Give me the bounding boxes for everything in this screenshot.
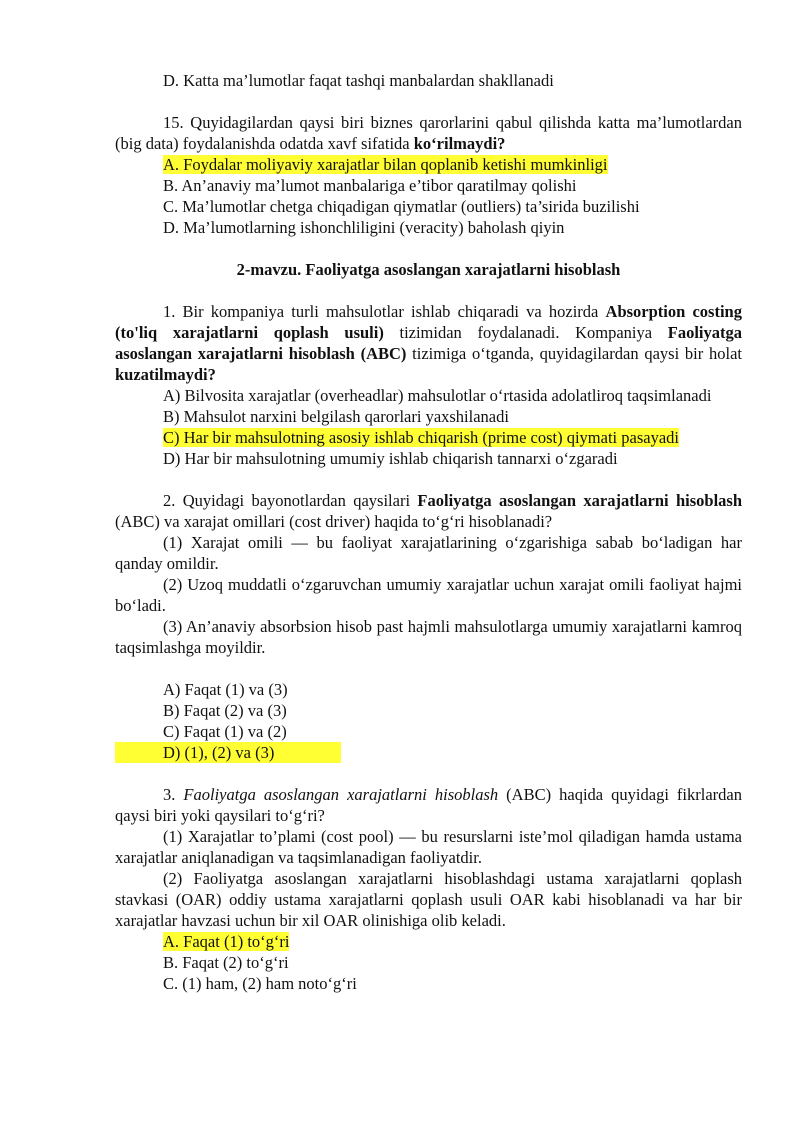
q15-option-d: D. Ma’lumotlarning ishonchliligini (veracity) baholash qiyin <box>163 218 565 237</box>
q1-option-a: A) Bilvosita xarajatlar (overheadlar) mahsulotlar o‘rtasida adolatliroq taqsimlanadi <box>163 386 712 405</box>
q1-option-c-text: C) Har bir mahsulotning asosiy ishlab chiqarish (prime cost) qiymati pasayadi <box>163 428 679 447</box>
q2-text-2: (ABC) va xarajat omillari (cost driver) haqida to‘g‘ri hisoblanadi? <box>115 512 553 531</box>
q3-italic: Faoliyatga asoslangan xarajatlarni hisoblash <box>183 785 499 804</box>
section-title: 2-mavzu. Faoliyatga asoslangan xarajatlarni hisoblash <box>236 260 621 279</box>
q15-option-a-text: A. Foydalar moliyaviy xarajatlar bilan qoplanib ketishi mumkinligi <box>163 155 608 174</box>
q15-emphasis: ko‘rilmaydi? <box>413 134 506 153</box>
q15-text: 15. Quyidagilardan qaysi biri biznes qarorlarini qabul qilishda katta ma’lumotlardan (big data) foydalanishda odatda xavf sifatida <box>115 113 742 153</box>
q2-option-d <box>115 742 742 763</box>
q1-text-1: 1. Bir kompaniya turli mahsulotlar ishlab chiqaradi va hozirda <box>163 302 606 321</box>
q1-text-3: tizimiga o‘tganda, quyidagilardan qaysi bir holat <box>406 344 742 363</box>
q15-option-a <box>115 154 742 175</box>
q2-text-1: 2. Quyidagi bayonotlardan qaysilari <box>163 491 418 510</box>
q1-option-b: B) Mahsulot narxini belgilash qarorlari yaxshilanadi <box>163 407 509 426</box>
q2-statement-3: (3) An’anaviy absorbsion hisob past hajmli mahsulotlarga umumiy xarajatlarni kamroq taqsimlashga moyildir. <box>115 617 742 657</box>
q1-text-2: tizimidan foydalanadi. Kompaniya <box>383 323 668 342</box>
question-1 <box>115 301 742 385</box>
q1-option-c <box>115 427 742 448</box>
q3-text-2: (ABC) haqida quyidagi fikrlardan qaysi biri yoki qaysilari to‘g‘ri? <box>115 785 742 825</box>
q3-option-b: B. Faqat (2) to‘g‘ri <box>163 953 289 972</box>
q2-option-b: B) Faqat (2) va (3) <box>163 701 287 720</box>
q3-statement-1: (1) Xarajatlar to’plami (cost pool) — bu resurslarni iste’mol qiladigan hamda ustama xarajatlar aniqlanadigan va taqsimlanadigan faoliyatdir. <box>115 827 742 867</box>
q3-option-a <box>115 931 742 952</box>
q1-bold-2: Faoliyatga asoslangan xarajatlarni hisoblash (ABC) <box>115 323 742 363</box>
question-15 <box>115 112 742 154</box>
q1-bold-1: Absorption costing (to'liq xarajatlarni qoplash usuli) <box>115 302 742 342</box>
q2-statement-2: (2) Uzoq muddatli o‘zgaruvchan umumiy xarajatlar uchun xarajat omili faoliyat hajmi bo‘ladi. <box>115 575 742 615</box>
prev-option-d: D. Katta ma’lumotlar faqat tashqi manbalardan shakllanadi <box>163 71 554 90</box>
question-3 <box>115 784 742 826</box>
q2-option-d-text: D) (1), (2) va (3) <box>115 742 341 763</box>
q3-statement-2: (2) Faoliyatga asoslangan xarajatlarni hisoblashdagi ustama xarajatlarni qoplash stavkasi (OAR) oddiy ustama xarajatlarni qoplash usuli OAR kabi hisoblanadi va har bir xarajatlar havzasi uchun bir xil OAR olinishiga olib keladi. <box>115 869 742 930</box>
document-page <box>115 70 742 994</box>
q1-bold-3: kuzatilmaydi? <box>115 365 216 384</box>
q15-option-b: B. An’anaviy ma’lumot manbalariga e’tibor qaratilmay qolishi <box>163 176 577 195</box>
q2-option-c: C) Faqat (1) va (2) <box>163 722 287 741</box>
q2-bold: Faoliyatga asoslangan xarajatlarni hisoblash <box>417 491 743 510</box>
q3-text-1: 3. <box>163 785 184 804</box>
q2-option-a: A) Faqat (1) va (3) <box>163 680 288 699</box>
question-2 <box>115 490 742 532</box>
q3-option-a-text: A. Faqat (1) to‘g‘ri <box>163 932 290 951</box>
q15-option-c: C. Ma’lumotlar chetga chiqadigan qiymatlar (outliers) ta’sirida buzilishi <box>163 197 640 216</box>
q1-option-d: D) Har bir mahsulotning umumiy ishlab chiqarish tannarxi o‘zgaradi <box>163 449 618 468</box>
q3-option-c: C. (1) ham, (2) ham noto‘g‘ri <box>163 974 357 993</box>
q2-statement-1: (1) Xarajat omili — bu faoliyat xarajatlarining o‘zgarishiga sabab bo‘ladigan har qanday omildir. <box>115 533 742 573</box>
